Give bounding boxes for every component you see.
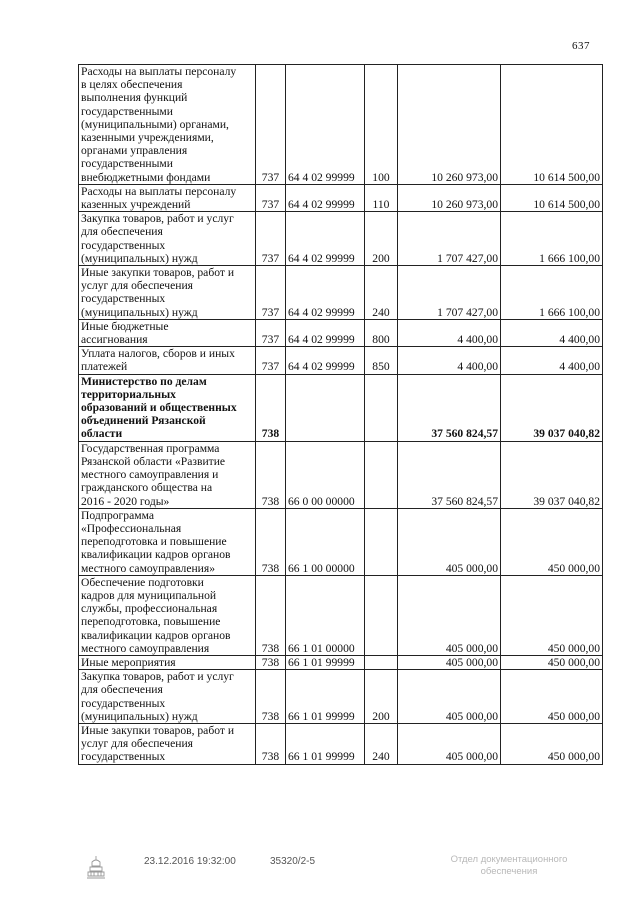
amount-cell-first-year: 10 260 973,00 [398, 184, 501, 211]
budget-table [78, 64, 603, 765]
item-name-line: казенными учреждениями, [81, 131, 214, 145]
amount-cell-first-year: 405 000,00 [398, 723, 501, 764]
item-name-cell [79, 184, 256, 211]
expense-type-cell [365, 441, 398, 508]
item-name-line: государственных [81, 292, 166, 306]
item-name-cell [79, 65, 256, 185]
table-row [79, 319, 603, 346]
item-name-line: (муниципальными) органами, [81, 117, 229, 131]
amount-cell-first-year: 405 000,00 [398, 575, 501, 655]
amount-cell-second-year: 450 000,00 [501, 575, 603, 655]
amount-cell-first-year: 405 000,00 [398, 655, 501, 669]
target-article-cell: 66 0 00 00000 [286, 441, 365, 508]
item-name-line: Расходы на выплаты персоналу [81, 184, 237, 198]
amount-cell-first-year: 37 560 824,57 [398, 441, 501, 508]
ministry-code-cell: 738 [256, 374, 286, 441]
item-name-line: платежей [81, 360, 128, 374]
item-name-line: квалификации кадров органов [81, 628, 231, 642]
table-row [79, 374, 603, 441]
item-name-line: Государственная программа [81, 441, 220, 455]
item-name-cell [79, 212, 256, 266]
ministry-code-cell: 737 [256, 266, 286, 320]
item-name-cell [79, 723, 256, 764]
item-name-line: переподготовка, повышение [81, 615, 221, 629]
item-name-line: государственными [81, 104, 173, 118]
item-name-line: территориальных [81, 387, 176, 401]
item-name-line: (муниципальных) нужд [81, 305, 198, 319]
item-name-line: (муниципальных) нужд [81, 709, 198, 723]
item-name-line: Иные закупки товаров, работ и [81, 723, 235, 737]
item-name-line: объединений Рязанской [81, 414, 206, 428]
item-name-line: Иные бюджетные [81, 319, 169, 333]
ministry-code-cell: 738 [256, 723, 286, 764]
target-article-cell: 64 4 02 99999 [286, 266, 365, 320]
budget-table-body [79, 65, 603, 765]
item-name-line: для обеспечения [81, 683, 163, 697]
item-name-line: в целях обеспечения [81, 78, 183, 92]
item-name-line: государственных [81, 696, 166, 710]
table-row [79, 575, 603, 655]
page-number: 637 [572, 40, 590, 52]
item-name-cell [79, 508, 256, 575]
footer-date: 23.12.2016 19:32:00 [144, 856, 236, 867]
item-name-line: области [81, 427, 123, 441]
expense-type-cell [365, 508, 398, 575]
item-name-line: Закупка товаров, работ и услуг [81, 670, 234, 684]
amount-cell-first-year: 37 560 824,57 [398, 374, 501, 441]
target-article-cell: 66 1 01 99999 [286, 655, 365, 669]
ministry-code-cell: 737 [256, 184, 286, 211]
target-article-cell [286, 374, 365, 441]
table-row [79, 723, 603, 764]
ministry-code-cell: 737 [256, 347, 286, 374]
item-name-line: местного самоуправления [81, 641, 210, 655]
ministry-code-cell: 738 [256, 655, 286, 669]
table-row [79, 65, 603, 185]
item-name-line: Подпрограмма [81, 508, 154, 522]
amount-cell-first-year: 405 000,00 [398, 670, 501, 724]
item-name-line: Расходы на выплаты персоналу [81, 65, 237, 78]
amount-cell-second-year: 39 037 040,82 [501, 441, 603, 508]
page-footer [0, 856, 640, 896]
item-name-line: внебюджетными фондами [81, 170, 211, 184]
amount-cell-second-year: 39 037 040,82 [501, 374, 603, 441]
item-name-line: гражданского общества на [81, 481, 213, 495]
item-name-line: государственными [81, 157, 173, 171]
target-article-cell: 64 4 02 99999 [286, 212, 365, 266]
item-name-line: образований и общественных [81, 401, 237, 415]
item-name-cell [79, 670, 256, 724]
item-name-line: (муниципальных) нужд [81, 251, 198, 265]
amount-cell-second-year: 1 666 100,00 [501, 212, 603, 266]
ministry-code-cell: 737 [256, 212, 286, 266]
ministry-code-cell: 737 [256, 319, 286, 346]
item-name-line: Закупка товаров, работ и услуг [81, 212, 234, 226]
amount-cell-second-year: 4 400,00 [501, 319, 603, 346]
amount-cell-first-year: 4 400,00 [398, 347, 501, 374]
expense-type-cell: 110 [365, 184, 398, 211]
item-name-line: выполнения функций [81, 91, 188, 105]
stamp-line-1: Отдел документационного [450, 854, 568, 865]
item-name-cell [79, 347, 256, 374]
item-name-line: 2016 - 2020 годы» [81, 494, 170, 508]
item-name-cell [79, 575, 256, 655]
amount-cell-second-year: 10 614 500,00 [501, 65, 603, 185]
item-name-line: местного самоуправления» [81, 561, 216, 575]
item-name-cell [79, 441, 256, 508]
item-name-line: Иные закупки товаров, работ и [81, 266, 235, 280]
registration-stamp [444, 854, 574, 878]
table-row [79, 441, 603, 508]
item-name-line: услуг для обеспечения [81, 737, 193, 751]
amount-cell-second-year: 450 000,00 [501, 508, 603, 575]
amount-cell-second-year: 450 000,00 [501, 670, 603, 724]
table-row [79, 347, 603, 374]
amount-cell-first-year: 405 000,00 [398, 508, 501, 575]
item-name-line: Обеспечение подготовки [81, 575, 204, 589]
table-row [79, 184, 603, 211]
expense-type-cell: 100 [365, 65, 398, 185]
target-article-cell: 64 4 02 99999 [286, 347, 365, 374]
expense-type-cell: 850 [365, 347, 398, 374]
table-row [79, 670, 603, 724]
expense-type-cell: 800 [365, 319, 398, 346]
item-name-line: государственных [81, 238, 166, 252]
ministry-code-cell: 738 [256, 670, 286, 724]
target-article-cell: 66 1 01 99999 [286, 670, 365, 724]
stamp-line-2: обеспечения [480, 866, 538, 877]
ministry-code-cell: 738 [256, 508, 286, 575]
footer-doc-number: 35320/2-5 [270, 856, 316, 867]
item-name-line: местного самоуправления и [81, 468, 219, 482]
amount-cell-first-year: 1 707 427,00 [398, 212, 501, 266]
expense-type-cell: 200 [365, 212, 398, 266]
amount-cell-second-year: 4 400,00 [501, 347, 603, 374]
amount-cell-second-year: 450 000,00 [501, 655, 603, 669]
item-name-line: службы, профессиональная [81, 602, 218, 616]
expense-type-cell [365, 575, 398, 655]
item-name-line: Иные мероприятия [81, 655, 176, 669]
duma-emblem-icon [86, 854, 106, 880]
table-row [79, 212, 603, 266]
item-name-line: органами управления [81, 144, 188, 158]
target-article-cell: 64 4 02 99999 [286, 65, 365, 185]
expense-type-cell: 240 [365, 723, 398, 764]
amount-cell-first-year: 1 707 427,00 [398, 266, 501, 320]
item-name-line: Министерство по делам [81, 374, 207, 388]
item-name-line: услуг для обеспечения [81, 279, 193, 293]
item-name-line: квалификации кадров органов [81, 548, 231, 562]
item-name-cell [79, 655, 256, 669]
expense-type-cell [365, 374, 398, 441]
item-name-cell [79, 374, 256, 441]
amount-cell-first-year: 4 400,00 [398, 319, 501, 346]
item-name-line: ассигнования [81, 333, 148, 347]
target-article-cell: 64 4 02 99999 [286, 184, 365, 211]
item-name-line: Рязанской области «Развитие [81, 454, 226, 468]
table-row [79, 266, 603, 320]
item-name-line: для обеспечения [81, 225, 163, 239]
ministry-code-cell: 738 [256, 441, 286, 508]
item-name-cell [79, 319, 256, 346]
item-name-line: кадров для муниципальной [81, 588, 217, 602]
table-row [79, 655, 603, 669]
ministry-code-cell: 737 [256, 65, 286, 185]
amount-cell-second-year: 450 000,00 [501, 723, 603, 764]
target-article-cell: 66 1 01 00000 [286, 575, 365, 655]
expense-type-cell [365, 655, 398, 669]
expense-type-cell: 240 [365, 266, 398, 320]
target-article-cell: 66 1 01 99999 [286, 723, 365, 764]
table-row [79, 508, 603, 575]
amount-cell-first-year: 10 260 973,00 [398, 65, 501, 185]
item-name-line: переподготовка и повышение [81, 535, 227, 549]
item-name-line: Уплата налогов, сборов и иных [81, 347, 235, 361]
target-article-cell: 64 4 02 99999 [286, 319, 365, 346]
item-name-line: государственных [81, 750, 166, 764]
amount-cell-second-year: 1 666 100,00 [501, 266, 603, 320]
item-name-line: казенных учреждений [81, 198, 191, 212]
item-name-cell [79, 266, 256, 320]
target-article-cell: 66 1 00 00000 [286, 508, 365, 575]
amount-cell-second-year: 10 614 500,00 [501, 184, 603, 211]
item-name-line: «Профессиональная [81, 521, 182, 535]
expense-type-cell: 200 [365, 670, 398, 724]
ministry-code-cell: 738 [256, 575, 286, 655]
